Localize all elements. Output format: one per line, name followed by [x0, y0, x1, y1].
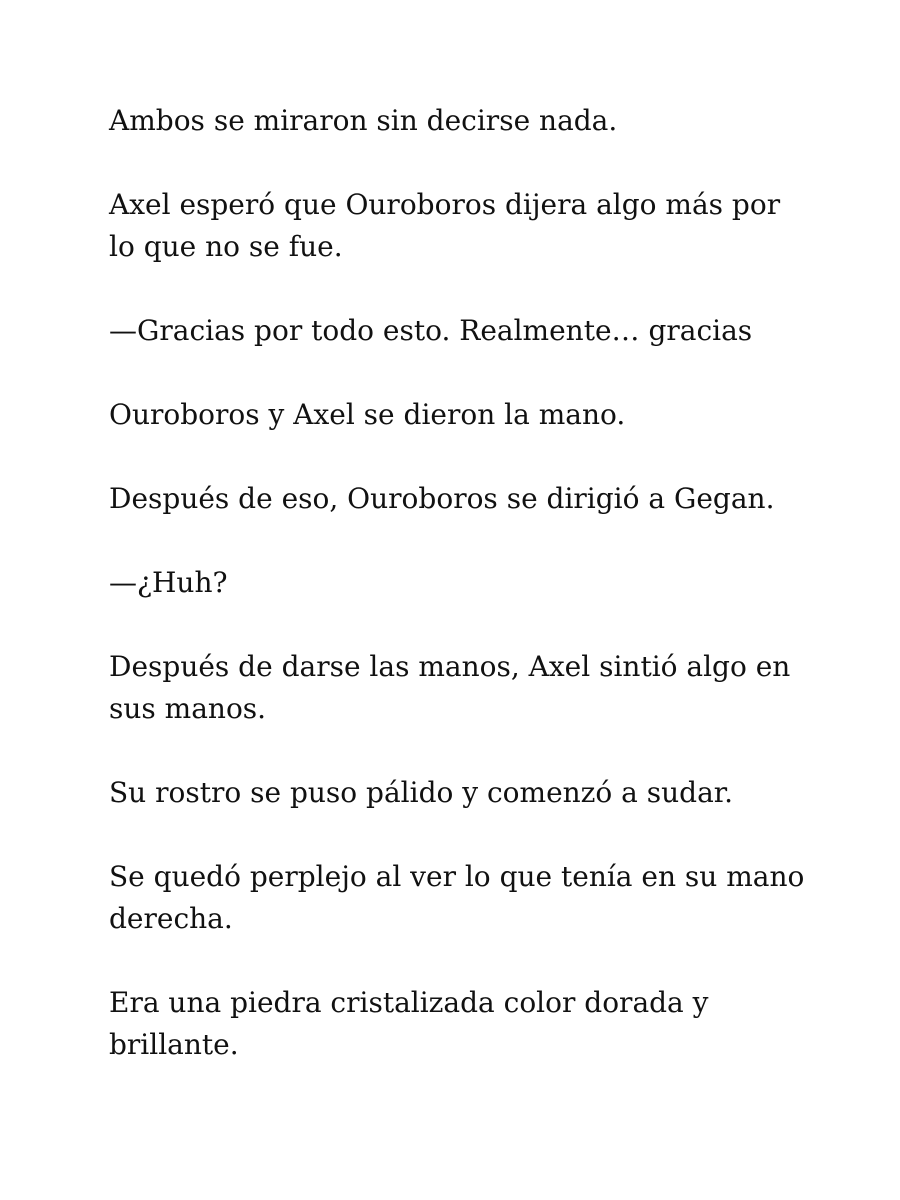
paragraph-2: Axel esperó que Ouroboros dijera algo más por lo que no se fue.: [109, 188, 781, 263]
paragraph-6: —¿Huh?: [109, 566, 228, 599]
paragraph-3: —Gracias por todo esto. Realmente… gracias: [109, 314, 753, 347]
paragraph-9: Se quedó perplejo al ver lo que tenía en su mano derecha.: [109, 860, 805, 935]
paragraph-4: Ouroboros y Axel se dieron la mano.: [109, 398, 626, 431]
paragraph-10: Era una piedra cristalizada color dorada y brillante.: [109, 986, 709, 1061]
document-page: [109, 100, 809, 1108]
paragraph-5: Después de eso, Ouroboros se dirigió a Gegan.: [109, 482, 775, 515]
paragraph-7: Después de darse las manos, Axel sintió algo en sus manos.: [109, 650, 791, 725]
paragraph-1: Ambos se miraron sin decirse nada.: [109, 104, 618, 137]
paragraph-8: Su rostro se puso pálido y comenzó a sudar.: [109, 776, 733, 809]
